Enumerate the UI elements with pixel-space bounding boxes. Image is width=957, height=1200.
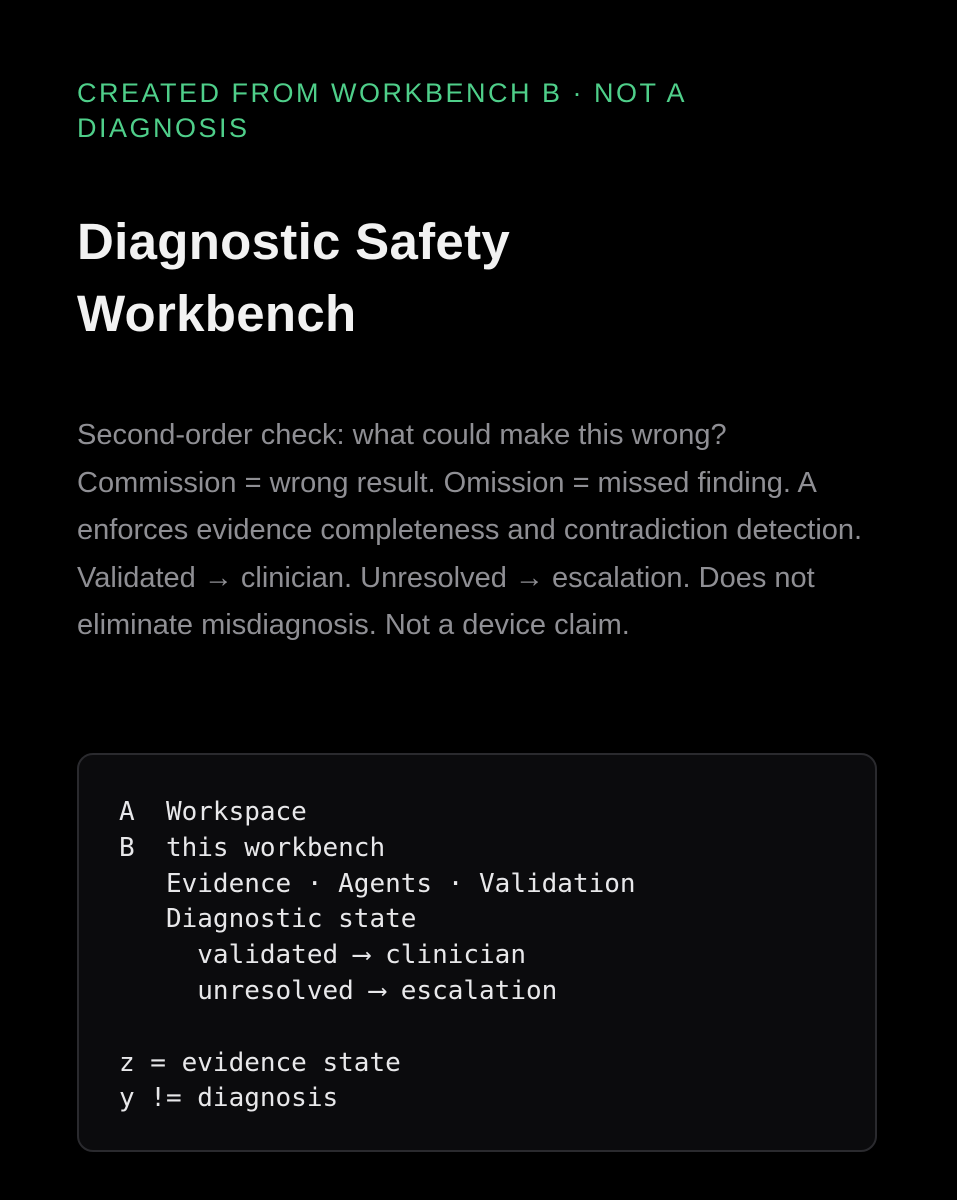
source-label: CREATED FROM WORKBENCH B · NOT A DIAGNOSIS xyxy=(77,78,686,143)
description-text: Second-order check: what could make this wrong? Commission = wrong result. Omission = missed finding. A enforces evidence completeness and contradiction detection. Validated → clinician. Unresolved → escalation. Does not eliminate misdiagnosis. Not a device claim. xyxy=(77,419,863,641)
code-line-diagnostic-state: Diagnostic state xyxy=(119,904,417,935)
code-line-y: y != diagnosis xyxy=(119,1083,339,1114)
code-line-z: z = evidence state xyxy=(119,1047,401,1078)
code-line-blank xyxy=(119,1010,636,1046)
code-block xyxy=(77,753,877,1152)
code-line-components: Evidence · Agents · Validation xyxy=(119,868,636,899)
code-line-unresolved: unresolved ⟶ escalation xyxy=(119,975,558,1006)
code-line-workspace: A Workspace xyxy=(119,797,307,827)
code-line-validated: validated ⟶ clinician xyxy=(119,940,526,971)
page-title: Diagnostic Safety Workbench xyxy=(77,213,511,342)
code-content xyxy=(119,795,636,1117)
code-line-workbench: B this workbench xyxy=(119,832,386,863)
